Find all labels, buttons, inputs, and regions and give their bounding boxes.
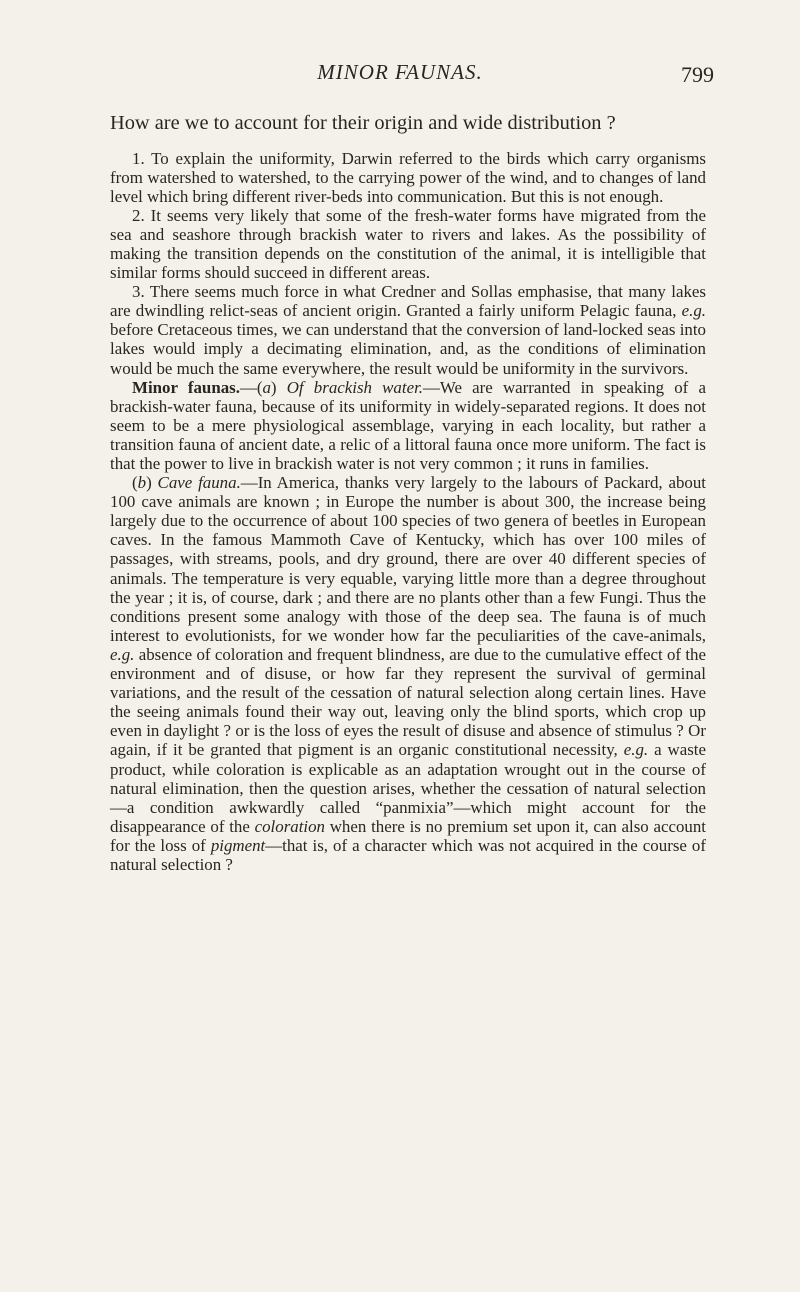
p3-text-b: before Cretaceous times, we can understand that the conversion of land-locked seas into lakes would imply a decimating elimination, and, as the conditions of elimination would be much the same everywhere, the result would be uniformity in the survivors. — [110, 320, 706, 378]
p5-close: ) — [146, 473, 158, 493]
p5-text-a: —In America, thanks very largely to the labours of Packard, about 100 cave animals are known ; in Europe the number is about 300, the increase being largely due to the occurrence of about 100 species of two genera of beetles in European caves. In the famous Mammoth Cave of Kentucky, which has over 100 miles of passages, with streams, pools, and dry ground, there are over 40 different species of animals. The temperature is very equable, varying little more than a degree throughout the year ; it is, of course, dark ; and there are no plants other than a few Fungi. Thus the conditions present some analogy with those of the deep sea. The fauna is of much interest to evolutionists, for we wonder how far the peculiarities of the cave-animals, — [110, 473, 706, 645]
p5-eg-2: e.g. — [623, 740, 649, 760]
paragraph-1: 1. To explain the uniformity, Darwin referred to the birds which carry organisms from watershed to watershed, to the carrying power of the wind, and to changes of land level which bring different river-beds into communication. But this is not enough. — [110, 148, 706, 206]
p4-letter-a: a — [262, 377, 271, 397]
p4-close: ) — [270, 377, 287, 397]
p5-open: ( — [132, 473, 138, 493]
p5-text-c: a waste product, while coloration is explicable as an adaptation wrought out in the course of natural elimination, then the question arises, whether the cessation of natural selection—a condition awkwardly called “panmixia”—which might account for the disappearance of the — [110, 740, 706, 836]
minor-faunas-heading: Minor faunas. — [132, 377, 240, 397]
p4-dash: —( — [239, 377, 263, 397]
page-header — [0, 60, 800, 90]
p5-coloration: coloration — [254, 816, 325, 836]
p5-letter-b: b — [137, 473, 147, 493]
brackish-water-title: Of brackish water. — [286, 377, 423, 397]
p5-pigment: pigment — [210, 835, 266, 855]
section-question: How are we to account for their origin and wide distribution ? — [110, 112, 616, 134]
page-number: 799 — [681, 62, 714, 87]
p5-text-d: when there is no premium set upon it, can also account for the loss of — [110, 816, 707, 855]
paragraph-2: 2. It seems very likely that some of the fresh-water forms have migrated from the sea and seashore through brackish water to rivers and lakes. As the possibility of making the transition depends on the constitution of the animal, it is intelligible that similar forms should succeed in different areas. — [110, 205, 706, 283]
p4-text: —We are warranted in speaking of a brackish-water fauna, because of its uniformity in widely-separated regions. It does not seem to be a mere physiological assemblage, varying in each locality, but rather a transition fauna of ancient date, a relic of a littoral fauna once more uniform. The fact is that the power to live in brackish water is not very common ; it runs in families. — [110, 377, 706, 473]
paragraph-cave-fauna — [110, 473, 706, 874]
p5-text-e: —that is, of a character which was not acquired in the course of natural selection ? — [110, 835, 706, 874]
running-head: MINOR FAUNAS. — [317, 60, 483, 84]
body-text — [110, 112, 706, 874]
p3-eg: e.g. — [681, 301, 706, 321]
p3-text-a: 3. There seems much force in what Credner and Sollas emphasise, that many lakes are dwindling relict-seas of ancient origin. Granted a fairly uniform Pelagic fauna, — [110, 282, 706, 321]
paragraph-3 — [110, 282, 706, 377]
p5-eg-1: e.g. — [110, 644, 135, 664]
cave-fauna-title: Cave fauna. — [157, 473, 241, 493]
paragraph-minor-faunas — [110, 378, 706, 473]
p5-text-b: absence of coloration and frequent blindness, are due to the cumulative effect of the environment and of disuse, or how far they represent the survival of germinal variations, and the result of the cessation of natural selection along certain lines. Have the seeing animals found their way out, leaving only the blind sports, which crop up even in daylight ? or is the loss of eyes the result of disuse and absence of stimulus ? Or again, if it be granted that pigment is an organic constitutional necessity, — [110, 644, 706, 760]
